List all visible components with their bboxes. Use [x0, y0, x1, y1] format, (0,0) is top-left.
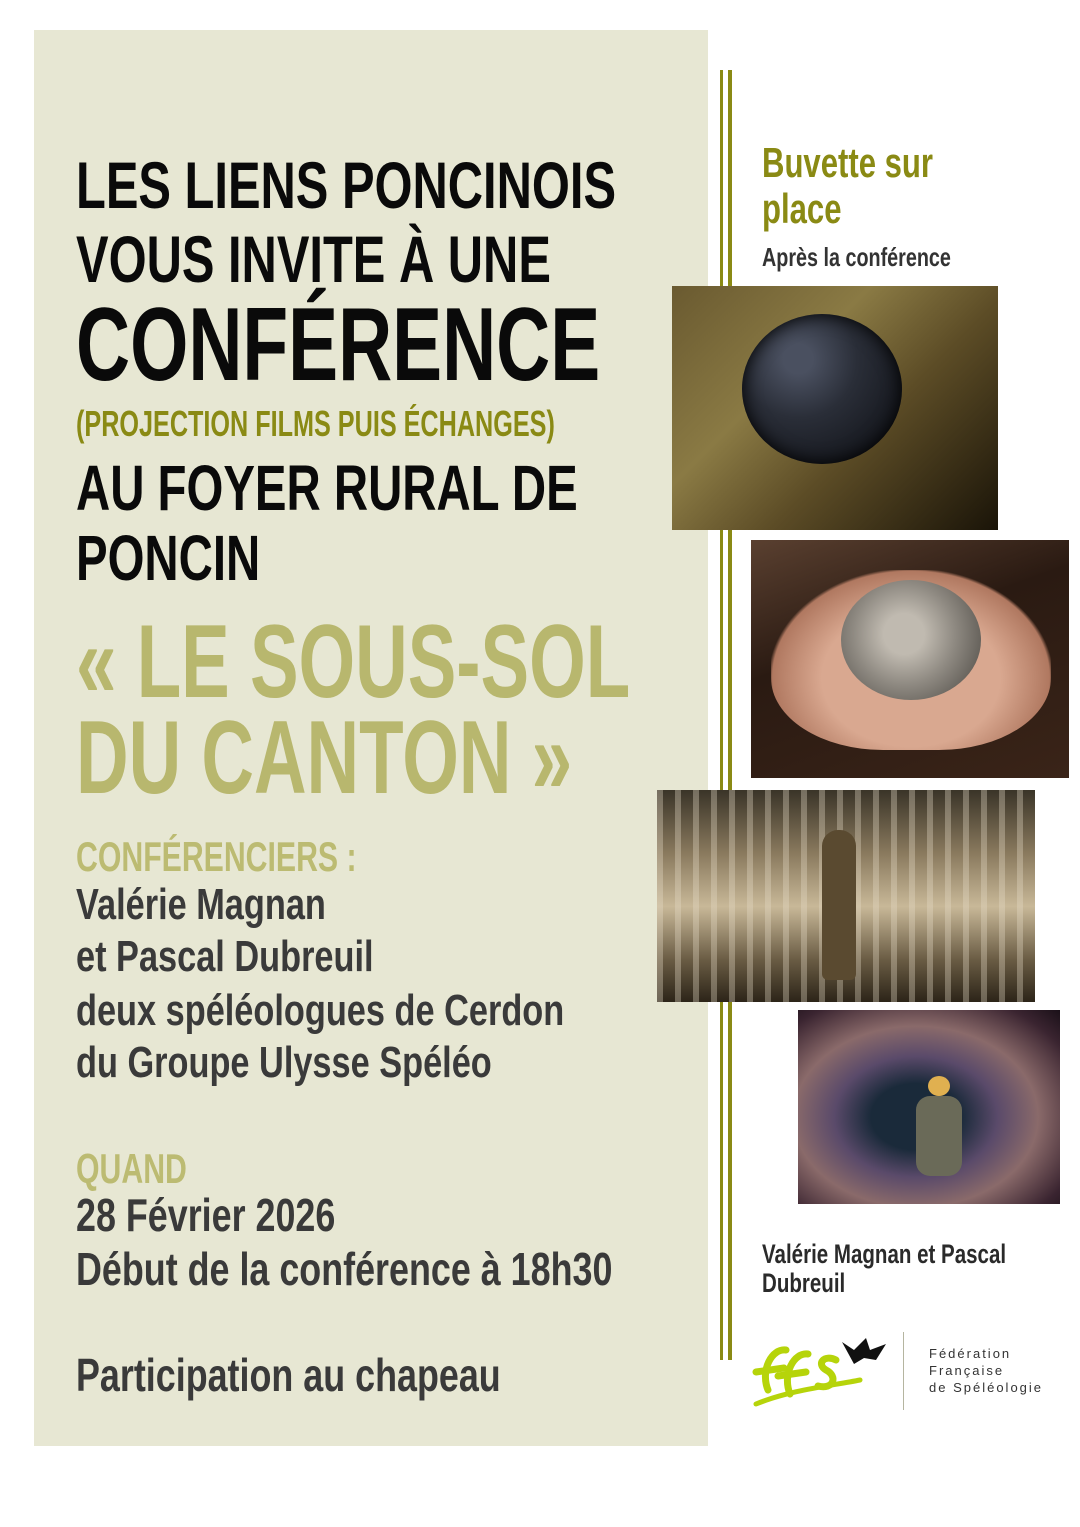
speaker-line-4: du Groupe Ulysse Spéléo [76, 1038, 492, 1087]
vertical-divider [720, 70, 732, 1360]
projection-note: (PROJECTION FILMS PUIS ÉCHANGES) [76, 403, 555, 444]
org-name-line-1: Fédération [929, 1346, 1012, 1361]
heading-line-1: LES LIENS PONCINOIS [76, 148, 617, 222]
logo-separator [903, 1332, 904, 1410]
ffs-org-name [929, 1345, 1043, 1396]
participation-note: Participation au chapeau [76, 1349, 501, 1401]
heading-line-5: PONCIN [76, 522, 261, 594]
talk-title-line-2: DU CANTON » [76, 700, 573, 816]
truffle-photo [672, 286, 998, 530]
when-label: QUAND [76, 1145, 187, 1192]
cave-formations-photo [657, 790, 1035, 1002]
speakers-label: CONFÉRENCIERS : [76, 833, 357, 880]
ffs-logo [750, 1320, 910, 1416]
speaker-line-1: Valérie Magnan [76, 880, 326, 929]
speaker-line-2: et Pascal Dubreuil [76, 932, 374, 981]
event-date: 28 Février 2026 [76, 1189, 336, 1241]
photo-credit: Valérie Magnan et Pascal Dubreuil [762, 1239, 1007, 1298]
heading-conference: CONFÉRENCE [76, 287, 601, 403]
caver-tunnel-photo [798, 1010, 1060, 1204]
event-start-time: Début de la conférence à 18h30 [76, 1243, 613, 1295]
buvette-subtext: Après la conférence [762, 242, 951, 272]
buvette-heading: Buvette sur place [762, 139, 933, 232]
dormouse-photo [751, 540, 1069, 778]
talk-title-line-1: « LE SOUS-SOL [76, 604, 631, 720]
heading-line-2: VOUS INVITE À UNE [76, 222, 551, 296]
heading-line-4: AU FOYER RURAL DE [76, 452, 578, 524]
speaker-line-3: deux spéléologues de Cerdon [76, 986, 565, 1035]
org-name-line-2: Française [929, 1363, 1005, 1378]
org-name-line-3: de Spéléologie [929, 1380, 1044, 1395]
